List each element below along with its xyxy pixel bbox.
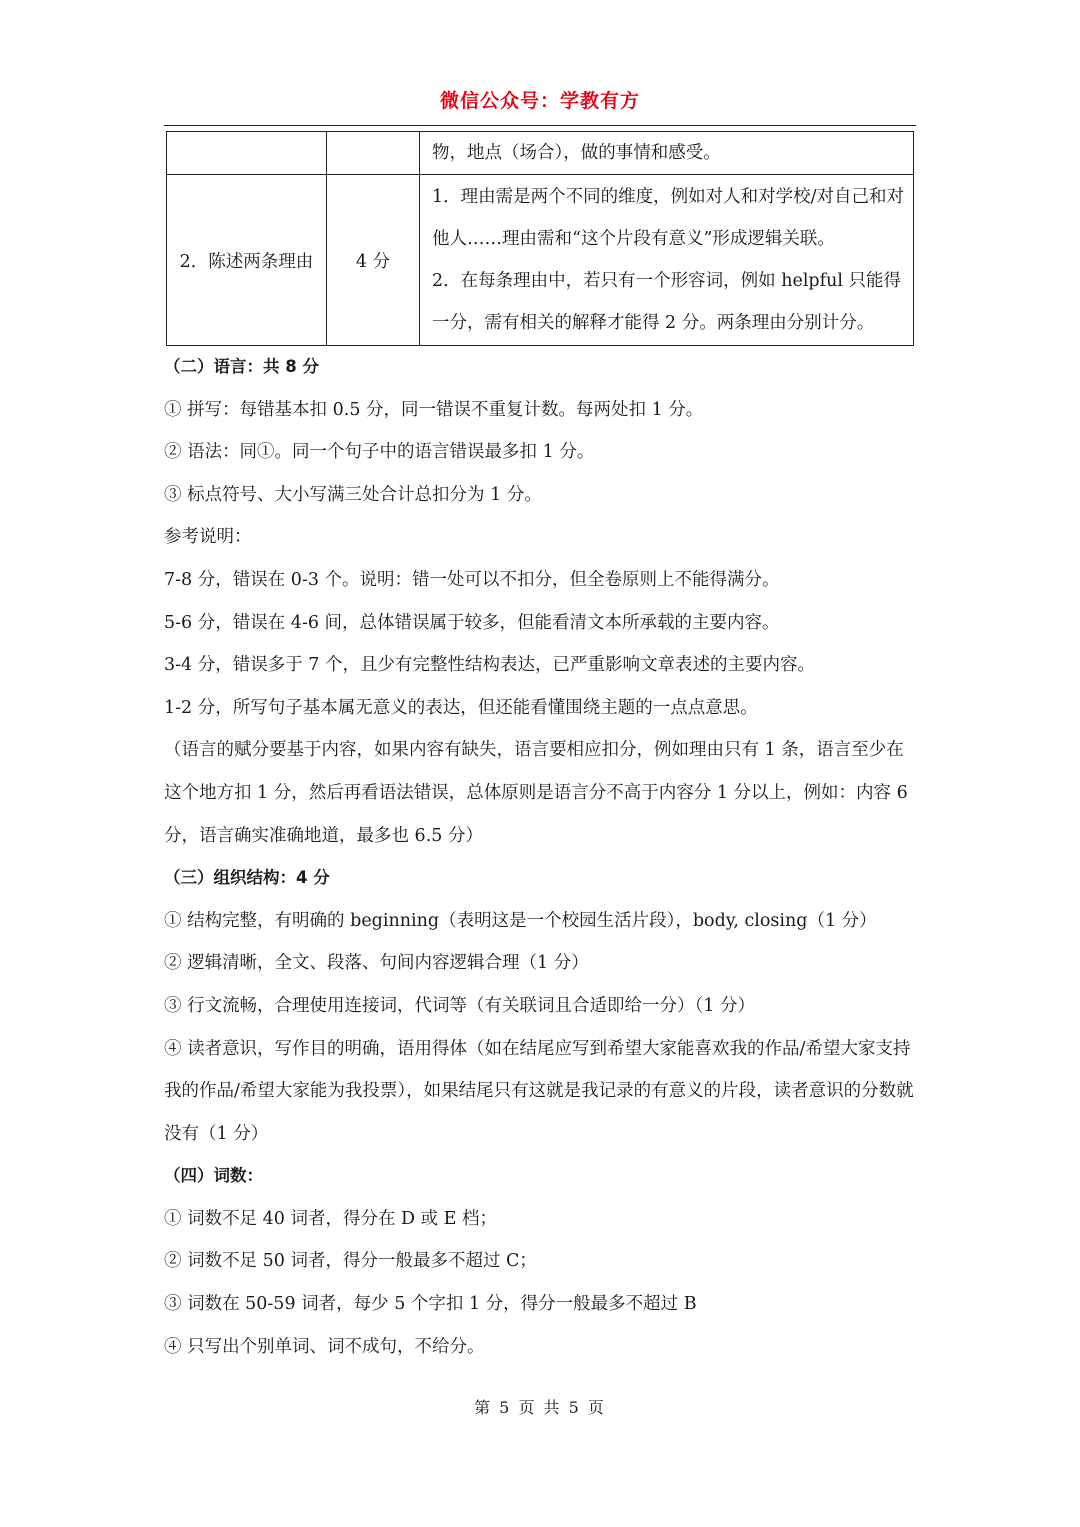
note-title: 参考说明： — [164, 527, 252, 548]
page-number: 第 5 页 共 5 页 — [474, 1398, 606, 1417]
criteria-point-2: 2．在每条理由中，若只有一个形容词，例如 helpful 只能得一分，需有相关的解释才能得 2 分。两条理由分别计分。 — [432, 271, 902, 333]
document-body — [164, 346, 920, 1368]
table-cell-item — [167, 132, 327, 175]
list-item: ③ 标点符号、大小写满三处合计总扣分为 1 分。 — [164, 484, 542, 505]
table-cell-score: 4 分 — [327, 175, 420, 346]
table-row — [167, 132, 914, 175]
table-row — [167, 175, 914, 346]
section-heading-organization: （三）组织结构：4 分 — [164, 868, 330, 888]
header-divider — [164, 125, 916, 126]
section-heading-language: （二）语言：共 8 分 — [164, 357, 319, 376]
rubric-table — [166, 131, 914, 346]
list-item: 7-8 分，错误在 0-3 个。说明：错一处可以不扣分，但全卷原则上不能得满分。 — [164, 569, 780, 590]
list-item: ③ 行文流畅，合理使用连接词，代词等（有关联词且合适即给一分）（1 分） — [164, 995, 756, 1016]
list-item: ② 逻辑清晰，全文、段落、句间内容逻辑合理（1 分） — [164, 953, 589, 974]
list-item: ① 拼写：每错基本扣 0.5 分，同一错误不重复计数。每两处扣 1 分。 — [164, 399, 704, 420]
language-remark: （语言的赋分要基于内容，如果内容有缺失，语言要相应扣分，例如理由只有 1 条，语言至少在这个地方扣 1 分，然后再看语法错误，总体原则是语言分不高于内容分 1 分以上，例如：内容 6 分，语言确实准确地道，最多也 6.5 分） — [164, 740, 908, 846]
list-item: ① 词数不足 40 词者，得分在 D 或 E 档； — [164, 1208, 498, 1229]
page-header-title: 微信公众号：学教有方 — [439, 90, 640, 112]
list-item: ④ 读者意识，写作目的明确，语用得体（如在结尾应写到希望大家能喜欢我的作品/希望大家支持我的作品/希望大家能为我投票），如果结尾只有这就是我记录的有意义的片段，读者意识的分数就没有（1 分） — [164, 1038, 914, 1144]
list-item: ② 词数不足 50 词者，得分一般最多不超过 C； — [164, 1251, 537, 1272]
list-item: ③ 词数在 50-59 词者，每少 5 个字扣 1 分，得分一般最多不超过 B — [164, 1294, 697, 1315]
table-cell-criteria: 物，地点（场合），做的事情和感受。 — [420, 132, 914, 175]
table-cell-item: 2．陈述两条理由 — [167, 175, 327, 346]
list-item: ① 结构完整，有明确的 beginning（表明这是一个校园生活片段），body, closing（1 分） — [164, 910, 877, 931]
list-item: 3-4 分，错误多于 7 个，且少有完整性结构表达，已严重影响文章表述的主要内容。 — [164, 655, 816, 676]
list-item: ④ 只写出个别单词、词不成句，不给分。 — [164, 1336, 485, 1357]
criteria-point-1: 1．理由需是两个不同的维度，例如对人和对学校/对自己和对他人……理由需和“这个片段有意义”形成逻辑关联。 — [432, 187, 905, 249]
section-heading-wordcount: （四）词数： — [164, 1166, 263, 1186]
list-item: ② 语法：同①。同一个句子中的语言错误最多扣 1 分。 — [164, 442, 595, 463]
table-cell-criteria — [420, 175, 914, 346]
list-item: 1-2 分，所写句子基本属无意义的表达，但还能看懂围绕主题的一点点意思。 — [164, 697, 758, 718]
table-cell-score — [327, 132, 420, 175]
list-item: 5-6 分，错误在 4-6 间，总体错误属于较多，但能看清文本所承载的主要内容。 — [164, 612, 780, 633]
